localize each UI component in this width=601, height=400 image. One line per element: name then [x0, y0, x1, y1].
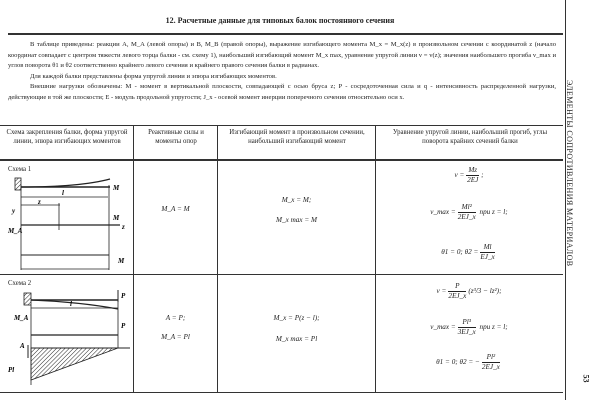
column-divider [133, 125, 134, 393]
reaction-moment: M_A = Pl [161, 333, 190, 341]
moment-max-formula: M_x max = Pl [275, 335, 318, 343]
intro-paragraph: Внешние нагрузки обозначены: M - момент в вертикальной плоскости, совпадающей с осью бруса z; P - сосредоточенная сила и q - интенсивность распределенной нагрузки, действующие в той же плоскости; E - модуль продольной упругости; J_x - осевой момент инерции поперечного сечения относительно оси x. [8, 83, 556, 101]
schema-1-label: Схема 1 [8, 166, 32, 173]
svg-text:M: M [113, 214, 120, 222]
svg-text:y: y [12, 207, 16, 215]
intro-paragraph: В таблице приведены: реакции A, M_A (левой опоры) и B, M_B (правой опоры), выражение изгибающего момента M_x = M_x(z) в произвольном сечении с координатой z (начало координат совпадает с центром тяжести левого торца балки - см. схему 1), наибольший изгибающий момент M_x max, уравнение упругой линии v = v(z); значения наибольшего прогиба v_max и углов поворота θ1 и θ2 соответственно крайнего левого сечения и крайнего правого сечения балки в радианах. [8, 41, 556, 70]
schema-2-diagram [0, 290, 133, 392]
deflection-equation: v = $\frac{Mz}{2EJ}$ ; [454, 166, 484, 184]
reaction: M_A = M [161, 205, 190, 213]
header-schema: Схема закрепления балки, форма упругой линии, эпюра изгибающих моментов [6, 129, 128, 145]
svg-text:l: l [70, 300, 72, 308]
rotation-angles: θ1 = 0; θ2 = $\frac{Ml}{EJ\_x}$ [441, 243, 495, 261]
deflection-equation: v = $\frac{P}{2EJ\_x}$ (z³/3 − lz²); [436, 282, 502, 300]
header-line [0, 159, 563, 161]
header-reactions: Реактивные силы и моменты опор [148, 129, 204, 145]
title-rule [8, 33, 563, 35]
svg-text:M_A: M_A [8, 227, 23, 235]
header-moment: Изгибающий момент в произвольном сечении, наибольший изгибающий момент [229, 129, 365, 145]
moment-max-formula: M_x max = M [276, 216, 317, 224]
reaction: A = P; [165, 314, 186, 322]
svg-text:M: M [118, 257, 125, 265]
svg-text:l: l [62, 189, 64, 197]
page-number: 53 [581, 374, 591, 383]
rotation-angles: θ1 = 0; θ2 = − $\frac{\text{Pl²}}{2EJ\_x}$ [436, 353, 500, 371]
running-header: ЭЛЕМЕНТЫ СОПРОТИВЛЕНИЯ МАТЕРИАЛОВ [565, 80, 574, 267]
svg-text:A: A [20, 342, 25, 350]
svg-text:M_A: M_A [14, 314, 29, 322]
svg-text:z: z [38, 198, 41, 206]
moment-formula: M_x = M; [281, 196, 312, 204]
svg-text:P: P [121, 322, 126, 330]
section-title: 12. Расчетные данные для типовых балок постоянного сечения [165, 16, 395, 25]
intro-text [8, 40, 556, 104]
max-deflection: v_max = $\frac{\text{Pl³}}{3EJ\_x}$ при z = l; [430, 318, 508, 336]
row-line [0, 392, 563, 393]
row-line [0, 274, 563, 275]
intro-paragraph: Для каждой балки представлены форма упругой линии и эпюра изгибающих моментов. [30, 72, 277, 80]
svg-text:M: M [113, 184, 120, 192]
moment-formula: M_x = P(z − l); [273, 314, 320, 322]
schema-2-label: Схема 2 [8, 280, 32, 287]
svg-text:P: P [121, 292, 126, 300]
header-deflection: Уравнение упругой линии, наибольший прогиб, углы поворота крайних сечений балки [392, 129, 548, 145]
schema-1-diagram [0, 175, 133, 273]
max-deflection: v_max = $\frac{\text{Ml²}}{2EJ\_x}$ при z = l; [430, 203, 508, 221]
table-top-line [0, 125, 563, 126]
column-divider [217, 125, 218, 393]
svg-text:z: z [122, 223, 125, 231]
svg-text:Pl: Pl [8, 366, 15, 374]
